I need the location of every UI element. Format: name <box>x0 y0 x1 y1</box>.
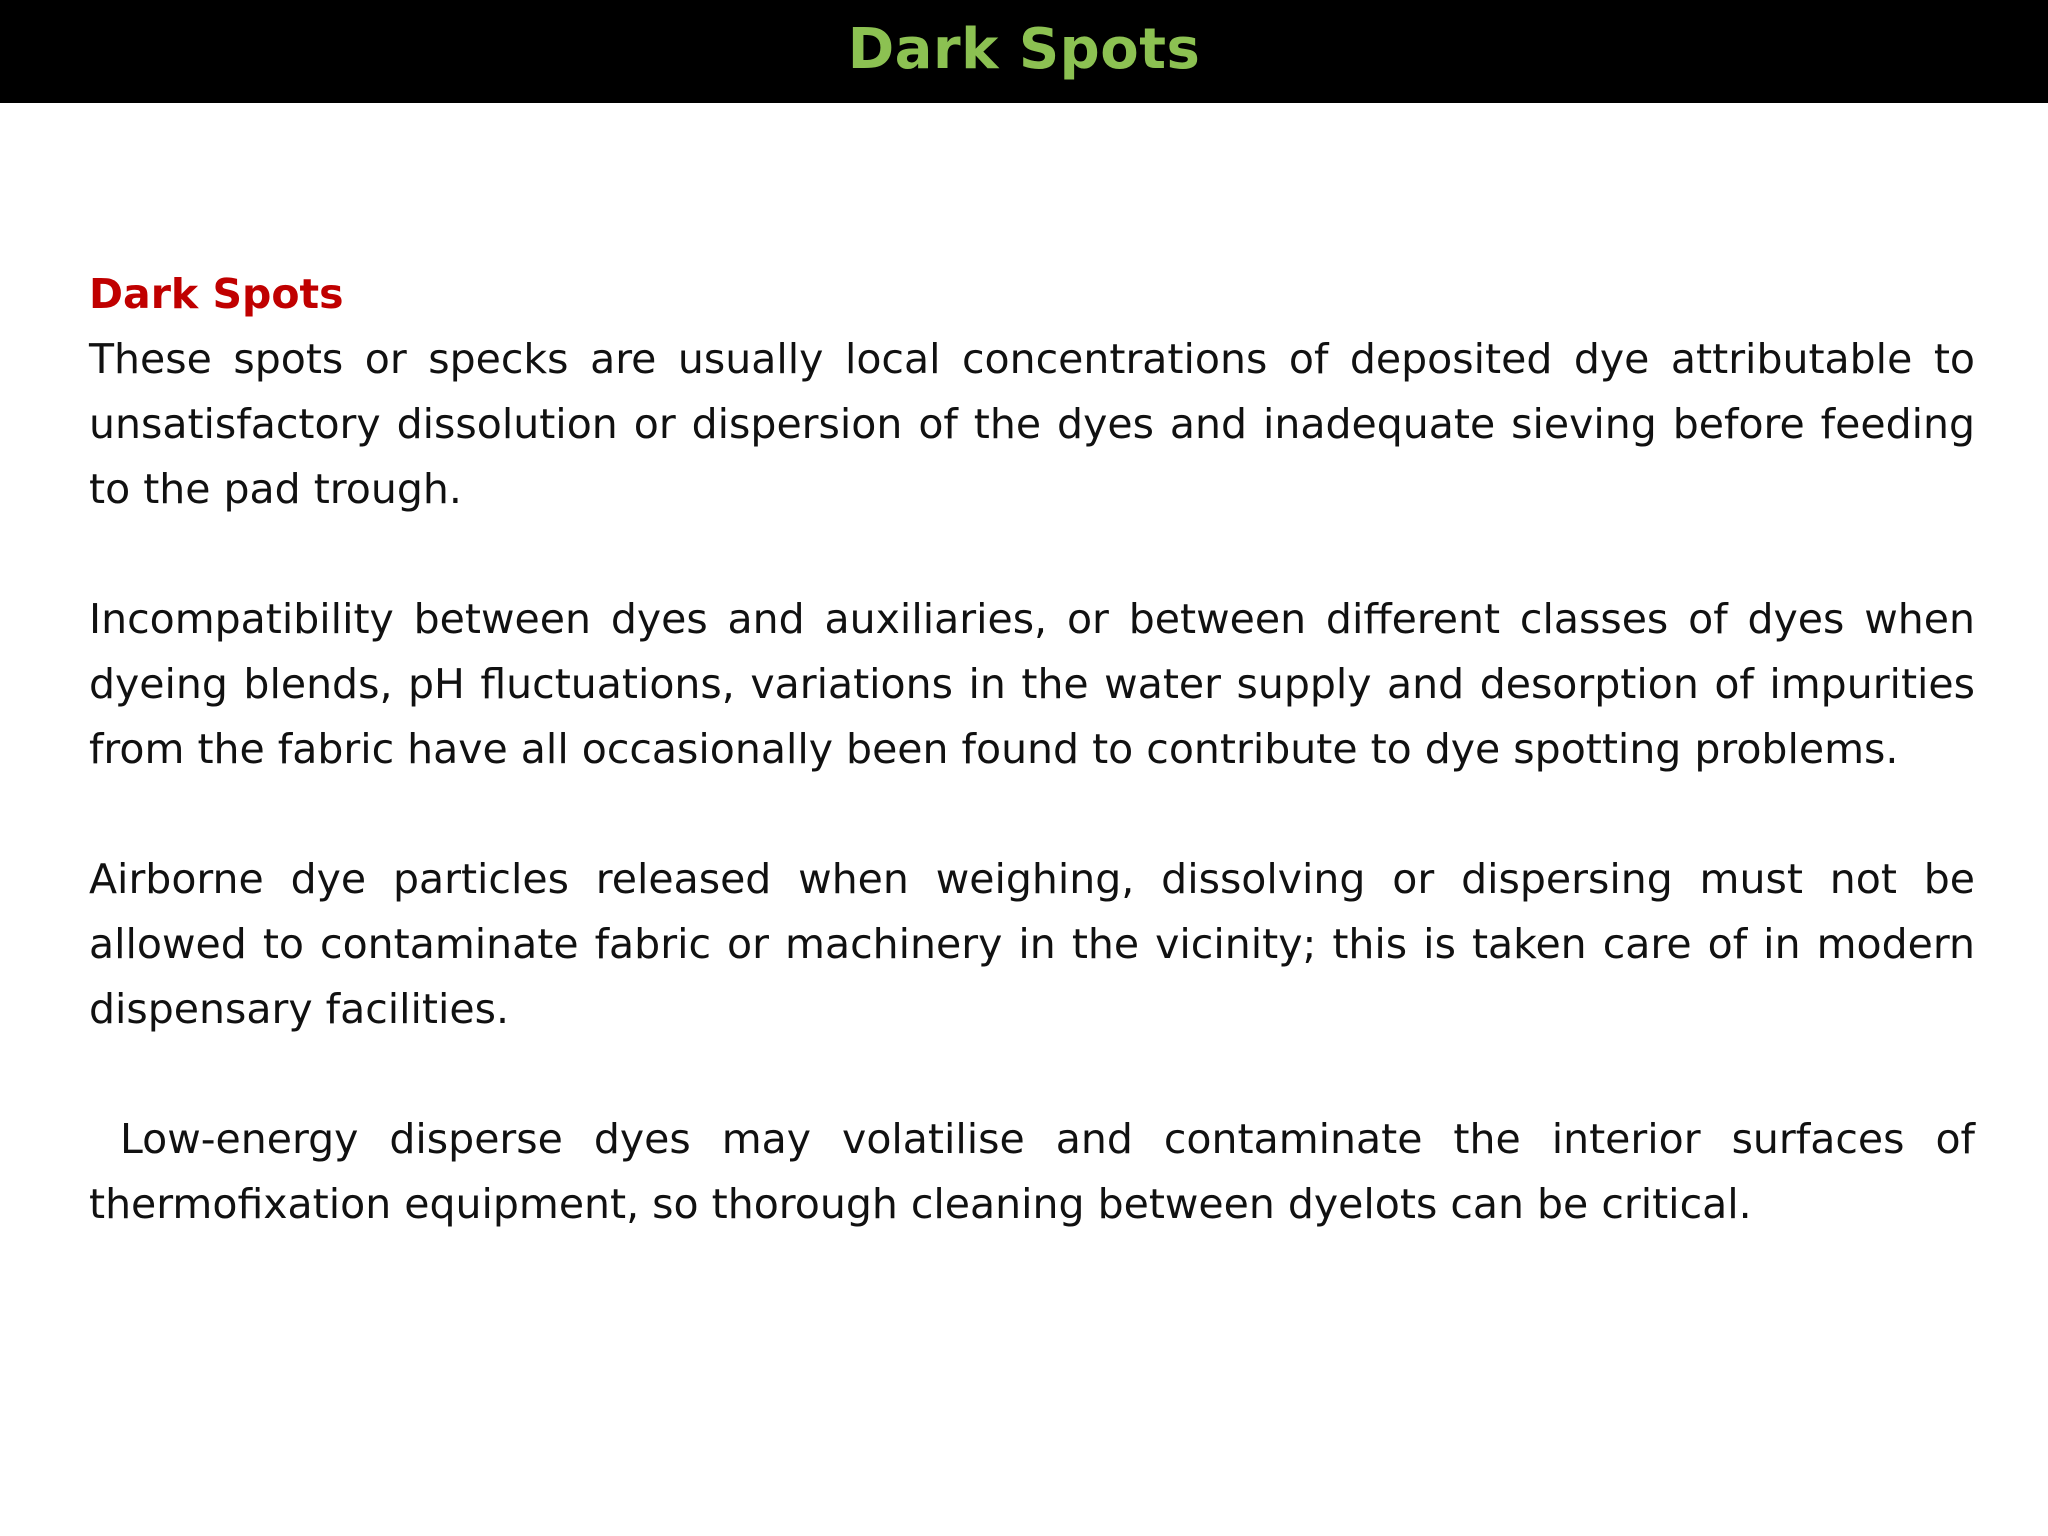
slide-body <box>89 262 1989 1237</box>
paragraph-4: Low-energy disperse dyes may volatilise and contaminate the interior surfaces of thermofixation equipment, so thorough cleaning between dyelots can be critical. <box>89 1115 1989 1228</box>
paragraph-3: Airborne dye particles released when weighing, dissolving or dispersing must not be allowed to contaminate fabric or machinery in the vicinity; this is taken care of in modern dispensary facilities. <box>89 855 1975 1033</box>
section-heading: Dark Spots <box>89 270 344 318</box>
slide-title: Dark Spots <box>847 16 1201 82</box>
paragraph-1: These spots or specks are usually local concentrations of deposited dye attributable to unsatisfactory dissolution or dispersion of the dyes and inadequate sieving before feeding to the pad trough. <box>89 335 1975 513</box>
paragraph-2: Incompatibility between dyes and auxiliaries, or between different classes of dyes when dyeing blends, pH fluctuations, variations in the water supply and desorption of impurities from the fabric have all occasionally been found to contribute to dye spotting problems. <box>89 595 1975 773</box>
title-bar <box>0 0 2048 103</box>
